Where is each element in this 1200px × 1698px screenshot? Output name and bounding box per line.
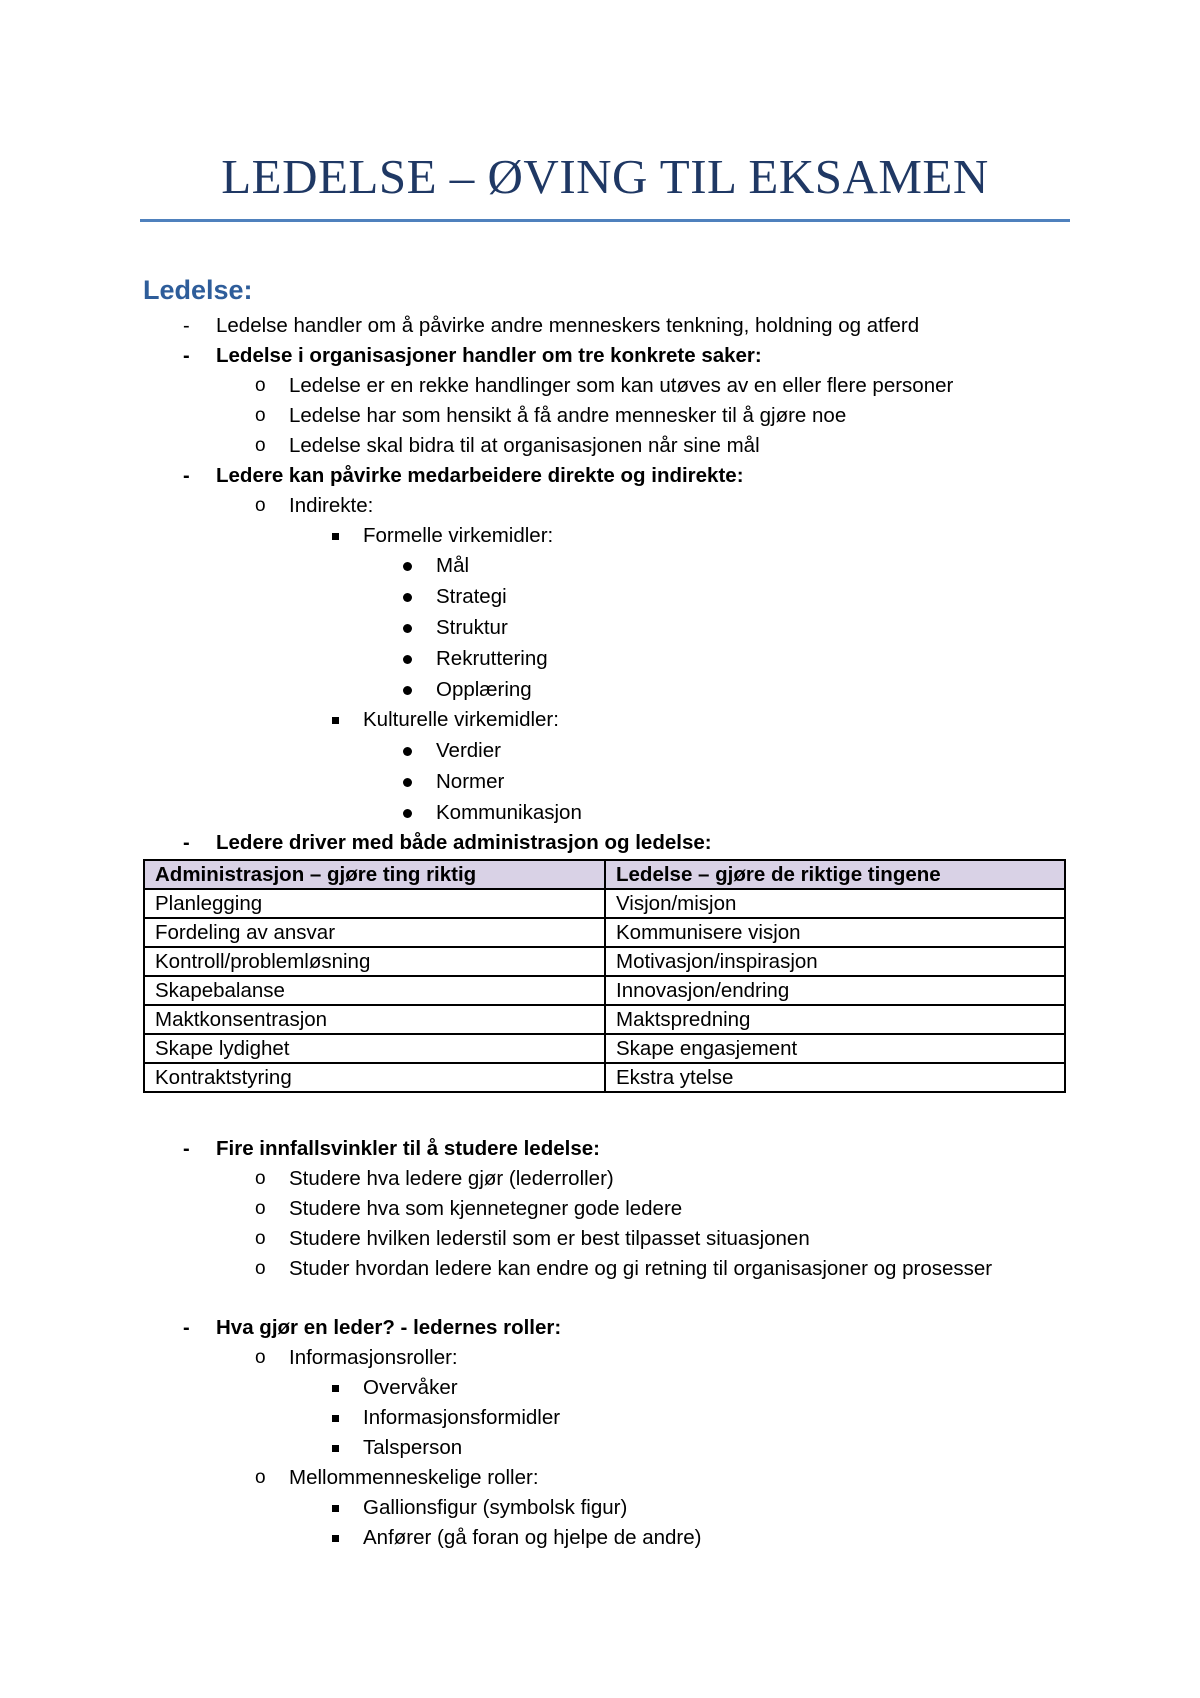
document-title: LEDELSE – ØVING TIL EKSAMEN [221,149,989,204]
bullet-text: Hva gjør en leder? - ledernes roller: [216,1316,562,1339]
table-cell: Skape lydighet [144,1034,605,1063]
bullet-text: Fire innfallsvinkler til å studere ledelse: [216,1137,600,1160]
bullet-text: Kommunikasjon [436,801,582,824]
circle-marker: o [255,1228,266,1249]
table-cell: Kontraktstyring [144,1063,605,1092]
bullet-text: Informasjonsroller: [289,1346,458,1369]
dash-marker: - [183,1317,190,1339]
dash-marker: - [183,345,190,367]
dash-marker: - [183,1138,190,1160]
table-header-row [144,860,1065,889]
bullet-text: Kulturelle virkemidler: [363,708,559,731]
bullet-text: Studer hvordan ledere kan endre og gi retning til organisasjoner og prosesser [289,1257,993,1280]
bullet-text: Overvåker [363,1376,458,1399]
bullet-text: Indirekte: [289,494,374,517]
table-header-administrasjon: Administrasjon – gjøre ting riktig [144,860,605,889]
bullet-text: Ledelse skal bidra til at organisasjonen når sine mål [289,434,760,457]
section-heading: Ledelse: [143,275,253,305]
bullet-text: Ledere kan påvirke medarbeidere direkte og indirekte: [216,464,744,487]
table-row [144,918,1065,947]
title-underline [140,219,1070,222]
bullet-text: Rekruttering [436,647,548,670]
table-cell: Skapebalanse [144,976,605,1005]
bullet-text: Talsperson [363,1436,463,1459]
table-row [144,889,1065,918]
table-cell: Motivasjon/inspirasjon [605,947,1065,976]
circle-marker: o [255,1258,266,1279]
table-cell: Fordeling av ansvar [144,918,605,947]
bullet-text: Formelle virkemidler: [363,524,554,547]
circle-marker: o [255,435,266,456]
bullet-text: Studere hva ledere gjør (lederroller) [289,1167,614,1190]
circle-marker: o [255,495,266,516]
dash-marker: - [183,832,190,854]
dash-marker: - [183,465,190,487]
comparison-table [143,859,1066,1093]
circle-marker: o [255,1168,266,1189]
table-cell: Kontroll/problemløsning [144,947,605,976]
table-cell: Planlegging [144,889,605,918]
bullet-text: Ledere driver med både administrasjon og ledelse: [216,831,712,854]
table-row [144,976,1065,1005]
bullet-text: Anfører (gå foran og hjelpe de andre) [363,1526,702,1549]
circle-marker: o [255,1467,266,1488]
bullet-text: Informasjonsformidler [363,1406,561,1429]
circle-marker: o [255,405,266,426]
bullet-text: Struktur [436,616,508,639]
table-cell: Innovasjon/endring [605,976,1065,1005]
bullet-text: Strategi [436,585,507,608]
bullet-text: Ledelse har som hensikt å få andre mennesker til å gjøre noe [289,404,847,427]
bullet-text: Ledelse handler om å påvirke andre menneskers tenkning, holdning og atferd [216,314,920,337]
bullet-text: Opplæring [436,678,532,701]
bullet-text: Ledelse i organisasjoner handler om tre konkrete saker: [216,344,762,367]
table-cell: Maktspredning [605,1005,1065,1034]
table-row [144,1063,1065,1092]
table-cell: Ekstra ytelse [605,1063,1065,1092]
bullet-text: Studere hvilken lederstil som er best tilpasset situasjonen [289,1227,810,1250]
bullet-text: Ledelse er en rekke handlinger som kan utøves av en eller flere personer [289,374,954,397]
bullet-text: Gallionsfigur (symbolsk figur) [363,1496,628,1519]
bullet-text: Verdier [436,739,501,762]
table-cell: Maktkonsentrasjon [144,1005,605,1034]
table-row [144,947,1065,976]
circle-marker: o [255,1347,266,1368]
table-cell: Kommunisere visjon [605,918,1065,947]
circle-marker: o [255,375,266,396]
dash-marker: - [183,315,190,337]
table-header-ledelse: Ledelse – gjøre de riktige tingene [605,860,1065,889]
bullet-text: Normer [436,770,505,793]
bullet-text: Mål [436,554,470,577]
bullet-text: Mellommenneskelige roller: [289,1466,539,1489]
bullet-text: Studere hva som kjennetegner gode ledere [289,1197,683,1220]
circle-marker: o [255,1198,266,1219]
table-row [144,1005,1065,1034]
table-row [144,1034,1065,1063]
table-cell: Visjon/misjon [605,889,1065,918]
table-cell: Skape engasjement [605,1034,1065,1063]
